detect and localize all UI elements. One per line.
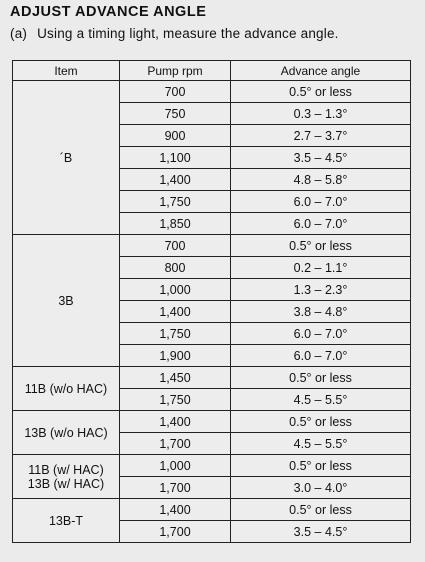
advance-angle-cell: 0.2 – 1.1° (231, 257, 411, 279)
advance-angle-cell: 6.0 – 7.0° (231, 323, 411, 345)
item-label: ´B (59, 150, 73, 165)
pump-rpm-cell: 1,400 (120, 169, 231, 191)
pump-rpm-cell: 1,000 (120, 279, 231, 301)
advance-angle-cell: 4.5 – 5.5° (231, 433, 411, 455)
pump-rpm-cell: 1,700 (120, 477, 231, 499)
header-item: Item (13, 61, 120, 81)
instruction-line (10, 26, 339, 41)
advance-angle-table (12, 60, 411, 543)
advance-angle-cell: 0.3 – 1.3° (231, 103, 411, 125)
item-label: 11B (w/ HAC) (28, 462, 104, 477)
item-cell (13, 411, 120, 455)
pump-rpm-cell: 1,400 (120, 499, 231, 521)
pump-rpm-cell: 1,900 (120, 345, 231, 367)
item-cell (13, 455, 120, 499)
pump-rpm-cell: 1,100 (120, 147, 231, 169)
item-label: 13B-T (48, 513, 84, 528)
advance-angle-cell: 3.0 – 4.0° (231, 477, 411, 499)
advance-angle-cell: 0.5° or less (231, 367, 411, 389)
advance-angle-cell: 3.8 – 4.8° (231, 301, 411, 323)
pump-rpm-cell: 1,750 (120, 191, 231, 213)
advance-angle-cell: 6.0 – 7.0° (231, 213, 411, 235)
pump-rpm-cell: 1,450 (120, 367, 231, 389)
table-row (13, 81, 411, 103)
advance-angle-cell: 0.5° or less (231, 411, 411, 433)
item-label: 3B (58, 293, 74, 308)
advance-angle-cell: 6.0 – 7.0° (231, 191, 411, 213)
pump-rpm-cell: 900 (120, 125, 231, 147)
table-row (13, 411, 411, 433)
table-row (13, 499, 411, 521)
pump-rpm-cell: 1,400 (120, 301, 231, 323)
pump-rpm-cell: 1,700 (120, 521, 231, 543)
advance-angle-cell: 2.7 – 3.7° (231, 125, 411, 147)
step-label: (a) (10, 26, 28, 41)
pump-rpm-cell: 1,750 (120, 323, 231, 345)
advance-angle-cell: 0.5° or less (231, 499, 411, 521)
pump-rpm-cell: 1,400 (120, 411, 231, 433)
pump-rpm-cell: 700 (120, 235, 231, 257)
pump-rpm-cell: 1,850 (120, 213, 231, 235)
table-row (13, 455, 411, 477)
item-cell (13, 499, 120, 543)
header-pump-rpm: Pump rpm (120, 61, 231, 81)
advance-angle-cell: 1.3 – 2.3° (231, 279, 411, 301)
item-label: 13B (w/ HAC) (27, 476, 105, 491)
advance-angle-cell: 4.5 – 5.5° (231, 389, 411, 411)
item-label: 13B (w/o HAC) (24, 425, 108, 440)
item-cell (13, 235, 120, 367)
item-cell (13, 367, 120, 411)
table-body (13, 81, 411, 543)
advance-angle-cell: 0.5° or less (231, 81, 411, 103)
advance-angle-cell: 0.5° or less (231, 235, 411, 257)
item-cell (13, 81, 120, 235)
table-header-row (13, 61, 411, 81)
table-row (13, 367, 411, 389)
pump-rpm-cell: 750 (120, 103, 231, 125)
header-advance-angle: Advance angle (231, 61, 411, 81)
pump-rpm-cell: 700 (120, 81, 231, 103)
step-text: Using a timing light, measure the advance angle. (37, 26, 339, 41)
pump-rpm-cell: 800 (120, 257, 231, 279)
advance-angle-cell: 3.5 – 4.5° (231, 521, 411, 543)
page-title: ADJUST ADVANCE ANGLE (10, 4, 207, 20)
advance-angle-cell: 6.0 – 7.0° (231, 345, 411, 367)
table-row (13, 235, 411, 257)
pump-rpm-cell: 1,750 (120, 389, 231, 411)
pump-rpm-cell: 1,700 (120, 433, 231, 455)
pump-rpm-cell: 1,000 (120, 455, 231, 477)
advance-angle-cell: 3.5 – 4.5° (231, 147, 411, 169)
advance-angle-cell: 0.5° or less (231, 455, 411, 477)
item-label: 11B (w/o HAC) (24, 381, 108, 396)
advance-angle-cell: 4.8 – 5.8° (231, 169, 411, 191)
